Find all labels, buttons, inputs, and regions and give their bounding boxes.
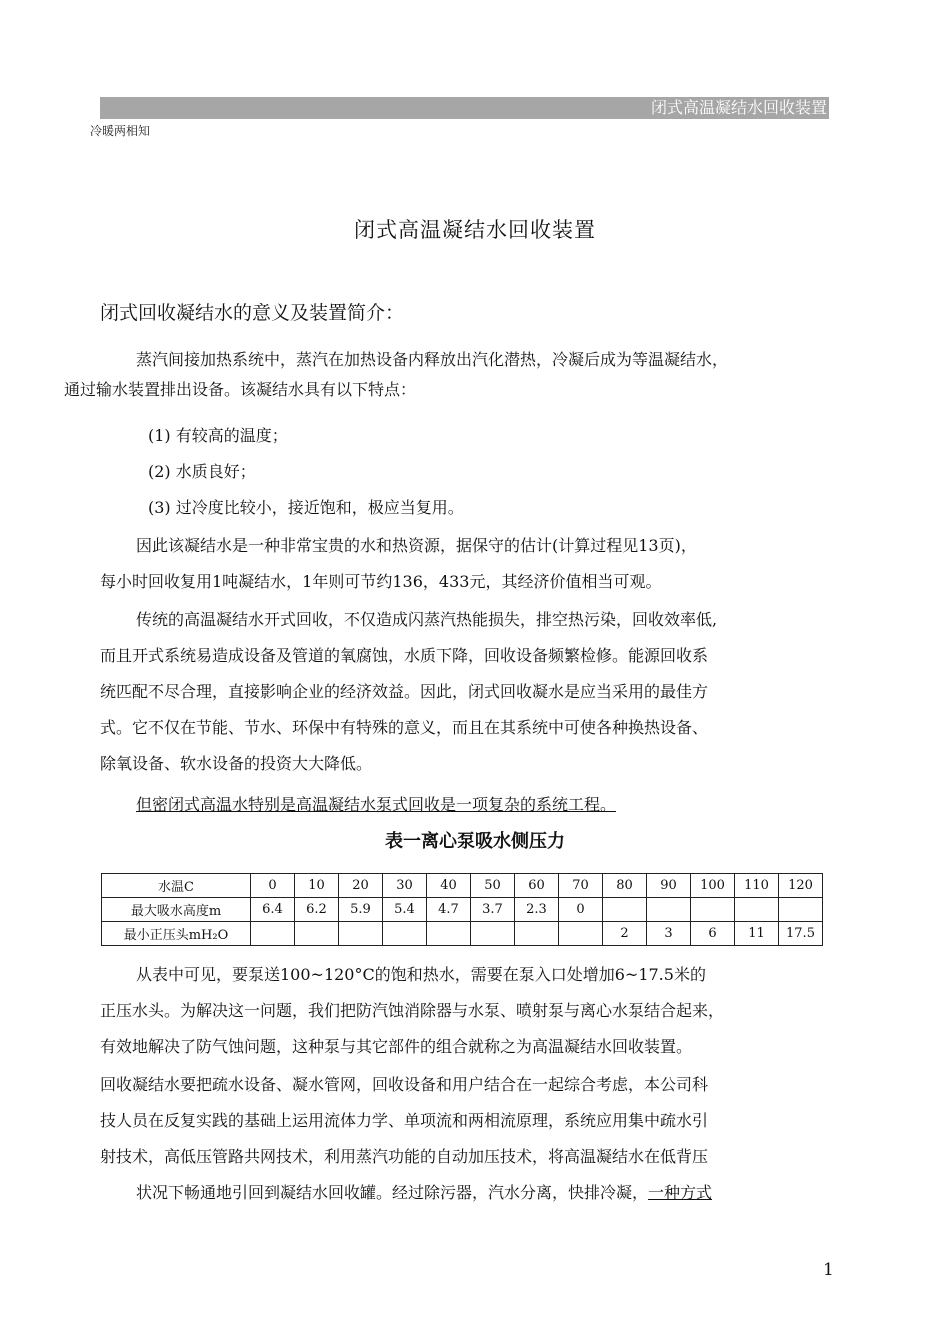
document-title: 闭式高温凝结水回收装置 [354, 218, 596, 242]
section-heading: 闭式回收凝结水的意义及装置简介： [100, 302, 405, 324]
table-row [102, 922, 823, 946]
table-cell [559, 922, 603, 946]
table-cell: 100 [691, 874, 735, 898]
table-cell [339, 922, 383, 946]
p6-line-2: 技人员在反复实践的基础上运用流体力学、单项流和两相流原理，系统应用集中疏水引 [100, 1111, 709, 1130]
table-cell: 3 [647, 922, 691, 946]
table-cell: 6.2 [295, 898, 339, 922]
list-item-2: (2) 水质良好； [148, 462, 256, 481]
table-cell: 60 [515, 874, 559, 898]
table-cell: 30 [383, 874, 427, 898]
table-cell [691, 898, 735, 922]
table-cell: 120 [779, 874, 823, 898]
p5-line-2: 正压水头。为解决这一问题，我们把防汽蚀消除器与水泵、喷射泵与离心水泵结合起来， [100, 1001, 725, 1020]
table-cell: 17.5 [779, 922, 823, 946]
p6-line-3: 射技术，高低压管路共网技术，利用蒸汽功能的自动加压技术，将高温凝结水在低背压 [100, 1147, 709, 1166]
table-cell: 11 [735, 922, 779, 946]
p1-line-1: 蒸汽间接加热系统中，蒸汽在加热设备内释放出汽化潜热，冷凝后成为等温凝结水， [136, 350, 729, 369]
table-cell [295, 922, 339, 946]
p3-line-4: 式。它不仅在节能、节水、环保中有特殊的意义，而且在其系统中可使各种换热设备、 [100, 718, 709, 737]
row-header: 最大吸水高度m [102, 898, 251, 922]
table-cell [779, 898, 823, 922]
table-cell [383, 922, 427, 946]
table-cell [735, 898, 779, 922]
table-cell: 0 [559, 898, 603, 922]
table-cell: 90 [647, 874, 691, 898]
table-cell: 6 [691, 922, 735, 946]
row-header: 水温C [102, 874, 251, 898]
p4-underlined: 但密闭式高温水特别是高温凝结水泵式回收是一项复杂的系统工程。 [136, 795, 617, 814]
table-cell: 70 [559, 874, 603, 898]
page-number: 1 [823, 1260, 834, 1280]
table-cell: 50 [471, 874, 515, 898]
table-row [102, 898, 823, 922]
table-cell: 4.7 [427, 898, 471, 922]
p2-line-1: 因此该凝结水是一种非常宝贵的水和热资源，据保守的估计(计算过程见13页)， [136, 536, 697, 555]
paragraph-4 [100, 790, 830, 820]
header-bar [100, 97, 829, 119]
table-cell [471, 922, 515, 946]
table-cell: 40 [427, 874, 471, 898]
table-row [102, 874, 823, 898]
table-cell [647, 898, 691, 922]
table-cell: 6.4 [251, 898, 295, 922]
table-cell: 110 [735, 874, 779, 898]
header-title: 闭式高温凝结水回收装置 [650, 98, 827, 117]
p3-line-3: 统匹配不尽合理，直接影响企业的经济效益。因此，闭式回收凝水是应当采用的最佳方 [100, 682, 709, 701]
p6-line-4-underlined: 一种方式 [648, 1183, 713, 1202]
table-cell: 10 [295, 874, 339, 898]
p6-line-4 [100, 1178, 830, 1208]
paragraph-5 [100, 960, 830, 1062]
table-cell: 0 [251, 874, 295, 898]
p6-line-4-text: 状况下畅通地引回到凝结水回收罐。经过除污器，汽水分离，快排冷凝， [136, 1183, 649, 1202]
list-item-1: (1) 有较高的温度； [148, 426, 288, 445]
table-cell: 20 [339, 874, 383, 898]
table-cell [251, 922, 295, 946]
p3-line-2: 而且开式系统易造成设备及管道的氧腐蚀，水质下降，回收设备频繁检修。能源回收系 [100, 646, 709, 665]
pump-suction-table [101, 873, 823, 946]
table-cell: 2 [603, 922, 647, 946]
paragraph-2 [100, 531, 830, 597]
table-cell [427, 922, 471, 946]
row-header: 最小正压头mH₂O [102, 922, 251, 946]
table-cell: 2.3 [515, 898, 559, 922]
list-item-3: (3) 过冷度比较小，接近饱和，极应当复用。 [148, 498, 464, 517]
p2-line-2: 每小时回收复用1吨凝结水，1年则可节约136，433元，其经济价值相当可观。 [100, 572, 662, 591]
paragraph-1 [64, 345, 830, 405]
table-title: 表一离心泵吸水侧压力 [385, 831, 565, 852]
p3-line-5: 除氧设备、软水设备的投资大大降低。 [100, 754, 373, 773]
p5-line-1: 从表中可见，要泵送100~120°C的饱和热水，需要在泵入口处增加6~17.5米的 [136, 965, 706, 984]
table-cell: 80 [603, 874, 647, 898]
table-cell: 5.4 [383, 898, 427, 922]
header-left-text: 冷暖两相知 [90, 124, 151, 138]
p3-line-1: 传统的高温凝结水开式回收，不仅造成闪蒸汽热能损失，排空热污染，回收效率低, [136, 610, 718, 629]
p1-line-2: 通过输水装置排出设备。该凝结水具有以下特点： [64, 380, 417, 399]
table-cell [603, 898, 647, 922]
table-cell [515, 922, 559, 946]
table-cell: 5.9 [339, 898, 383, 922]
table-cell: 3.7 [471, 898, 515, 922]
paragraph-3 [100, 605, 830, 779]
paragraph-6 [100, 1070, 830, 1208]
p5-line-3: 有效地解决了防气蚀问题，这种泵与其它部件的组合就称之为高温凝结水回收装置。 [100, 1037, 693, 1056]
p6-line-1: 回收凝结水要把疏水设备、凝水管网，回收设备和用户结合在一起综合考虑，本公司科 [100, 1075, 709, 1094]
